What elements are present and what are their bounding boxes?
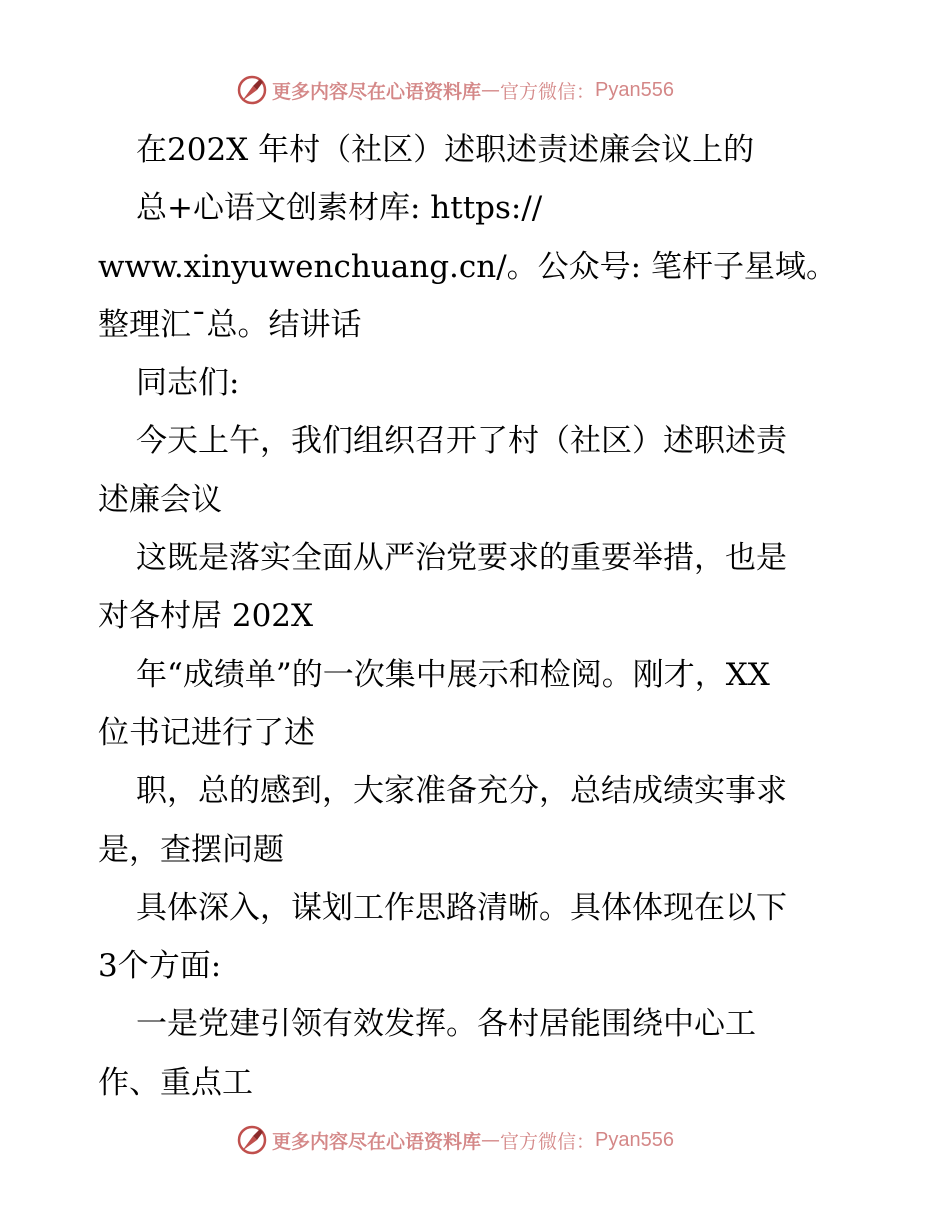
banner-text: 更多内容尽在心语资料库 — [272, 80, 482, 103]
text-line: 总+心语文创素材库: https:// — [136, 190, 543, 227]
footer-banner — [236, 1123, 674, 1157]
text-line: 3个方面: — [98, 948, 222, 985]
text-line: 这既是落实全面从严治党要求的重要举措，也是 — [136, 540, 787, 577]
text-line: 年“成绩单”的一次集中展示和检阅。刚才，XX — [136, 656, 770, 693]
text-line: 整理汇¯总。结讲话 — [98, 306, 362, 343]
text-line: 职，总的感到，大家准备充分，总结成绩实事求 — [136, 773, 787, 810]
banner-wechat-label: 官方微信： — [500, 1130, 596, 1153]
text-line: 在202X 年村（社区）述职述责述廉会议上的 — [136, 132, 755, 168]
banner-wechat-id: Pyan556 — [595, 1128, 674, 1151]
pen-nib-circle-icon — [236, 74, 268, 106]
text-line: 同志们: — [136, 365, 240, 402]
text-line: 作、重点工 — [98, 1064, 253, 1101]
banner-wechat-label: 官方微信： — [500, 80, 596, 103]
pen-nib-circle-icon — [236, 1124, 268, 1156]
text-line: 位书记进行了述 — [98, 714, 315, 751]
banner-dash: — — [481, 1129, 501, 1151]
banner-text: 更多内容尽在心语资料库 — [272, 1130, 482, 1153]
banner-dash: — — [481, 79, 501, 101]
text-line: 具体深入，谋划工作思路清晰。具体体现在以下 — [136, 889, 787, 926]
text-line: 今天上午，我们组织召开了村（社区）述职述责 — [136, 423, 787, 460]
text-line: 对各村居 202X — [98, 598, 314, 635]
header-banner — [236, 73, 674, 107]
text-line: 一是党建引领有效发挥。各村居能围绕中心工 — [136, 1006, 756, 1043]
document-body — [98, 121, 858, 1112]
text-line: 是，查摆问题 — [98, 831, 284, 868]
banner-wechat-id: Pyan556 — [595, 78, 674, 101]
text-line: 述廉会议 — [98, 481, 222, 518]
text-line: www.xinyuwenchuang.cn/。公众号: 笔杆子星域。 — [98, 248, 837, 285]
